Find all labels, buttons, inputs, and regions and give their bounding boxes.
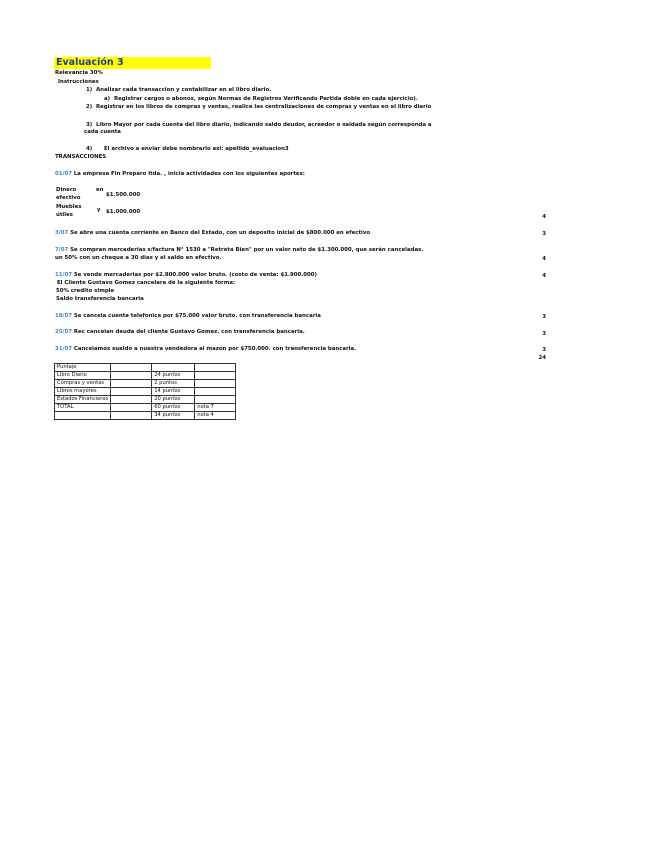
table-cell <box>195 396 236 404</box>
transaction-6 <box>55 330 305 335</box>
transaction-7-points: 3 <box>542 347 546 353</box>
table-row <box>55 404 236 412</box>
table-cell <box>111 404 152 412</box>
table-row <box>55 380 236 388</box>
contribution-1-connector: en <box>96 187 104 193</box>
table-row <box>55 372 236 380</box>
instruction-1-num: 1) <box>86 87 93 93</box>
table-cell: Compras y ventas <box>55 380 111 388</box>
total-points: 24 <box>538 355 546 361</box>
table-cell: Libro Diario <box>55 372 111 380</box>
table-cell <box>111 412 152 420</box>
table-cell <box>195 364 236 372</box>
instruction-3-text-cont: cada cuenta <box>84 129 121 135</box>
instruction-2-num: 2) <box>86 104 93 110</box>
instruction-4-num: 4) <box>86 146 93 152</box>
table-cell <box>111 388 152 396</box>
table-cell: 20 puntos <box>152 396 195 404</box>
table-cell: Puntaje <box>55 364 111 372</box>
transaction-5-points: 3 <box>542 314 546 320</box>
transaction-text: Rec cancelan deuda del cliente Gustavo Gomez. con transferencia bancaria. <box>73 329 305 335</box>
table-cell <box>152 364 195 372</box>
transaction-text: Se abre una cuenta corriente en Banco del Estado, con un deposito inicial de $800.000 en efectivo <box>70 230 371 236</box>
table-cell <box>111 372 152 380</box>
table-cell <box>195 372 236 380</box>
transaction-4-line4: Saldo transferencia bancaria <box>56 296 144 302</box>
instruction-1-text: Analizar cada transaccion y contabilizar en el libro diario. <box>96 87 272 93</box>
table-cell <box>195 380 236 388</box>
transaction-1 <box>55 172 305 177</box>
transaction-4-points: 4 <box>542 273 546 279</box>
transaction-3-points: 4 <box>542 256 546 262</box>
contribution-1-amount: $1.500.000 <box>106 192 141 198</box>
table-cell: 14 puntos <box>152 388 195 396</box>
transaction-3-cont: un 50% con un cheque a 30 dias y el saldo en efectivo. <box>55 255 222 261</box>
table-cell: 34 puntos <box>152 412 195 420</box>
transactions-label: TRANSACCIONES <box>55 154 107 160</box>
contribution-2-label-cont: útiles <box>56 212 73 218</box>
table-cell: Estados Financieros <box>55 396 111 404</box>
transaction-date: 3/07 <box>55 230 69 236</box>
transaction-text: La empresa Fin Preparo ltda. , inicia actividades con los siguientes aportes: <box>73 171 305 177</box>
instructions-label: Instrucciones <box>58 79 99 85</box>
instruction-2-text: Registrar en los libros de compras y ventas, realice las centralizaciones de compras y ventas en el libro diario <box>96 104 432 110</box>
table-cell: nota 7 <box>195 404 236 412</box>
table-row <box>55 388 236 396</box>
instruction-4-text: El archivo a enviar debe nombrarlo asi: apellido_evaluacion3 <box>104 146 289 152</box>
instruction-a-num: a) <box>104 96 111 102</box>
instruction-3-text: Libro Mayor por cada cuenta del libro diario, indicando saldo deudor, acreedor o saldada según corresponda a <box>96 122 432 128</box>
transaction-4 <box>55 273 317 278</box>
table-cell <box>195 388 236 396</box>
instruction-a-text: Registrar cargos o abonos, según Normas de Registros Verificando Partida doble en cada ejercicio). <box>114 96 418 102</box>
transaction-date: 01/07 <box>55 171 72 177</box>
contribution-1-label-cont: efectivo <box>56 195 81 201</box>
table-cell <box>55 412 111 420</box>
table-cell <box>111 380 152 388</box>
table-cell: TOTAL <box>55 404 111 412</box>
transaction-2 <box>55 231 370 236</box>
table-cell: nota 4 <box>195 412 236 420</box>
contribution-2-amount: $1.000.000 <box>106 209 141 215</box>
table-cell: 60 puntos <box>152 404 195 412</box>
transaction-2-points: 3 <box>542 231 546 237</box>
table-cell: Libros mayores <box>55 388 111 396</box>
table-cell <box>111 364 152 372</box>
transaction-6-points: 3 <box>542 331 546 337</box>
instruction-3-num: 3) <box>86 122 93 128</box>
transaction-date: 31/07 <box>55 346 72 352</box>
table-cell <box>111 396 152 404</box>
transaction-text: Se vende mercaderias por $2.800.000 valor bruto. (costo de venta: $1.900.000) <box>73 272 318 278</box>
table-row <box>55 412 236 420</box>
table-cell: 2 puntos <box>152 380 195 388</box>
contribution-1-label: Dinero <box>56 187 77 193</box>
transaction-date: 7/07 <box>55 247 69 253</box>
transaction-7 <box>55 347 356 352</box>
contribution-2-label: Muebles <box>56 204 82 210</box>
table-row <box>55 396 236 404</box>
transaction-1-points: 4 <box>542 214 546 220</box>
transaction-3 <box>55 248 423 253</box>
transaction-text: Cancelamos sueldo a nuestra vendedora al mazon por $750.000. con transferencia bancaria. <box>73 346 357 352</box>
page-title: Evaluación 3 <box>54 57 211 69</box>
transaction-date: 25/07 <box>55 329 72 335</box>
contribution-2-connector: y <box>97 207 101 213</box>
transaction-4-line3: 50% credito simple <box>56 288 115 294</box>
transaction-date: 18/07 <box>55 313 72 319</box>
transaction-text: Se compran mercaderias s/factura N° 1530 a "Retreta Bien" por un valor neto de $1.300.000, que serán canceladas. <box>70 247 424 253</box>
table-cell: 24 puntos <box>152 372 195 380</box>
table-row <box>55 364 236 372</box>
relevance-text: Relevancia 30% <box>55 70 103 76</box>
score-table <box>54 363 236 420</box>
transaction-4-line2: El Cliente Gustavo Gomez cancelara de la siguiente forma: <box>57 280 236 286</box>
transaction-date: 11/07 <box>55 272 72 278</box>
transaction-text: Se cancela cuenta telefonica por $75.000 valor bruto. con transferencia bancaria <box>73 313 321 319</box>
transaction-5 <box>55 314 321 319</box>
